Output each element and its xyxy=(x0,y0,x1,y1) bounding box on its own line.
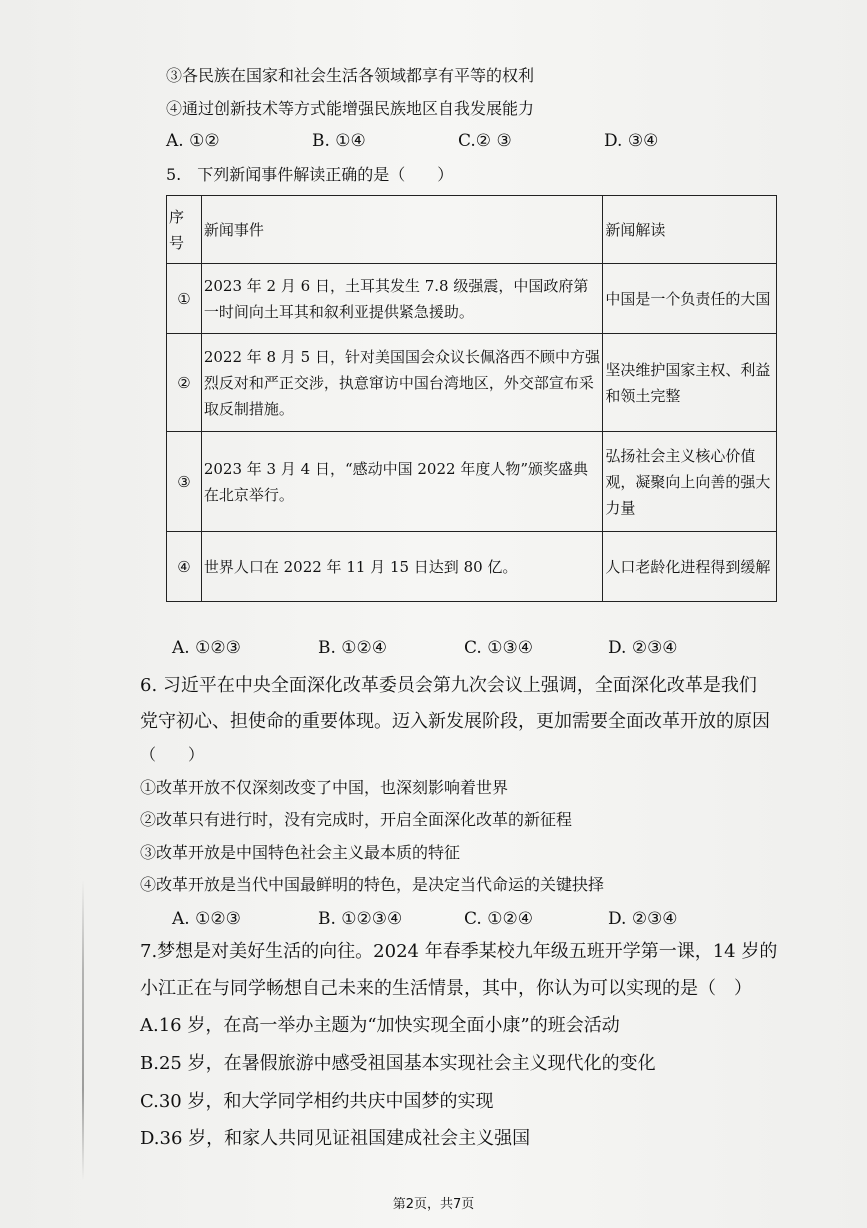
q5-option-c[interactable]: C. ①③④ xyxy=(464,638,533,658)
header-event: 新闻事件 xyxy=(201,196,603,264)
q7-stem-line-1: 7.梦想是对美好生活的向往。2024 年春季某校九年级五班开学第一课，14 岁的 xyxy=(140,941,778,962)
row-reading: 坚决维护国家主权、利益和领土完整 xyxy=(603,334,777,432)
q7-option-b[interactable]: B.25 岁，在暑假旅游中感受祖国基本实现社会主义现代化的变化 xyxy=(140,1053,656,1074)
q4-statement-4: ④通过创新技术等方式能增强民族地区自我发展能力 xyxy=(166,99,535,118)
q7-option-d[interactable]: D.36 岁，和家人共同见证祖国建成社会主义强国 xyxy=(140,1128,531,1149)
q6-statement-4: ④改革开放是当代中国最鲜明的特色，是决定当代命运的关键抉择 xyxy=(140,875,605,894)
header-reading: 新闻解读 xyxy=(603,196,777,264)
q6-stem-line-1: 6. 习近平在中央全面深化改革委员会第九次会议上强调，全面深化改革是我们 xyxy=(140,675,757,696)
q6-option-b[interactable]: B. ①②③④ xyxy=(318,909,403,929)
row-number: ② xyxy=(167,334,202,432)
q5-option-a[interactable]: A. ①②③ xyxy=(172,638,241,658)
q4-option-c[interactable]: C.② ③ xyxy=(458,131,512,151)
row-event: 2022 年 8 月 5 日，针对美国国会众议长佩洛西不顾中方强烈反对和严正交涉，执意窜访中国台湾地区，外交部宣布采取反制措施。 xyxy=(201,334,603,432)
row-number: ③ xyxy=(167,432,202,532)
row-reading: 人口老龄化进程得到缓解 xyxy=(603,532,777,602)
q6-statement-1: ①改革开放不仅深刻改变了中国，也深刻影响着世界 xyxy=(140,778,509,797)
row-reading: 中国是一个负责任的大国 xyxy=(603,264,777,334)
q4-option-b[interactable]: B. ①④ xyxy=(312,131,366,151)
q6-option-c[interactable]: C. ①②④ xyxy=(464,909,533,929)
row-number: ① xyxy=(167,264,202,334)
header-number: 序号 xyxy=(167,196,202,264)
q7-stem-line-2: 小江正在与同学畅想自己未来的生活情景，其中，你认为可以实现的是（ ） xyxy=(140,978,752,999)
table-row xyxy=(167,334,777,432)
table-row xyxy=(167,264,777,334)
row-event: 世界人口在 2022 年 11 月 15 日达到 80 亿。 xyxy=(201,532,603,602)
scan-edge-mark xyxy=(82,880,84,1180)
q6-stem-line-2: 党守初心、担使命的重要体现。迈入新发展阶段，更加需要全面改革开放的原因 xyxy=(140,711,770,732)
q5-stem: 5. 下列新闻事件解读正确的是（ ） xyxy=(166,165,454,184)
q6-option-a[interactable]: A. ①②③ xyxy=(172,909,241,929)
row-event: 2023 年 2 月 6 日，土耳其发生 7.8 级强震，中国政府第一时间向土耳其和叙利亚提供紧急援助。 xyxy=(201,264,603,334)
news-table xyxy=(166,195,777,602)
row-reading: 弘扬社会主义核心价值观，凝聚向上向善的强大力量 xyxy=(603,432,777,532)
table-row xyxy=(167,432,777,532)
table-header-row xyxy=(167,196,777,264)
row-event: 2023 年 3 月 4 日，“感动中国 2022 年度人物”颁奖盛典在北京举行。 xyxy=(201,432,603,532)
q4-option-d[interactable]: D. ③④ xyxy=(604,131,659,151)
q6-statement-3: ③改革开放是中国特色社会主义最本质的特征 xyxy=(140,843,461,862)
q5-option-b[interactable]: B. ①②④ xyxy=(318,638,388,658)
q7-option-c[interactable]: C.30 岁，和大学同学相约共庆中国梦的实现 xyxy=(140,1091,494,1112)
q6-option-d[interactable]: D. ②③④ xyxy=(608,909,678,929)
table-row xyxy=(167,532,777,602)
q5-option-d[interactable]: D. ②③④ xyxy=(608,638,678,658)
q4-statement-3: ③各民族在国家和社会生活各领域都享有平等的权利 xyxy=(166,66,535,85)
row-number: ④ xyxy=(167,532,202,602)
q6-stem-line-3: （ ） xyxy=(140,745,205,764)
q6-statement-2: ②改革只有进行时，没有完成时，开启全面深化改革的新征程 xyxy=(140,810,573,829)
q7-option-a[interactable]: A.16 岁，在高一举办主题为“加快实现全面小康”的班会活动 xyxy=(140,1015,620,1036)
q4-option-a[interactable]: A. ①② xyxy=(166,131,220,151)
page-footer: 第2页，共7页 xyxy=(392,1197,475,1212)
